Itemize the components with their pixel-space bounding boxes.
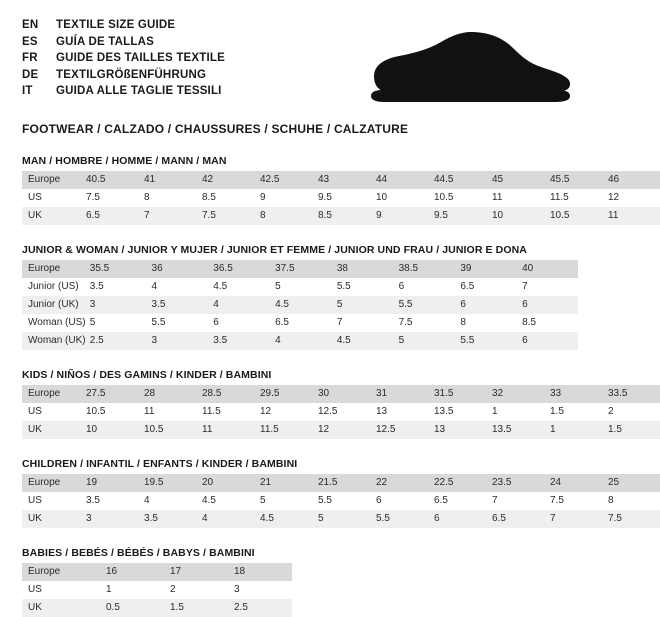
size-cell: 4.5 (331, 332, 393, 350)
size-cell: 11 (144, 406, 155, 417)
size-cell: 9.5 (318, 192, 332, 203)
size-cell: 43 (312, 171, 370, 189)
row-label: Junior (UK) (22, 296, 84, 314)
row-label: Europe (22, 385, 80, 403)
language-code: IT (22, 85, 33, 97)
row-label: US (28, 584, 42, 595)
language-row (22, 84, 225, 100)
size-cell: 21 (254, 474, 312, 492)
size-cell: 4 (269, 332, 331, 350)
size-cell: 5.5 (393, 296, 455, 314)
size-cell: 12 (312, 421, 370, 439)
language-row (22, 18, 225, 34)
size-group (22, 547, 578, 617)
size-cell: 1 (544, 421, 602, 439)
size-cell: 9 (260, 192, 266, 203)
size-cell: 6 (516, 332, 578, 350)
size-cell: 46 (602, 171, 660, 189)
size-cell: 10.5 (544, 207, 602, 225)
size-cell: 44.5 (428, 171, 486, 189)
size-cell: 7.5 (196, 207, 254, 225)
size-cell: 12 (608, 192, 620, 203)
size-cell: 7.5 (86, 192, 100, 203)
size-cell: 38 (331, 260, 393, 278)
table-row (22, 296, 578, 314)
size-cell: 45.5 (544, 171, 602, 189)
size-cell: 3.5 (138, 510, 196, 528)
size-cell: 9 (370, 207, 428, 225)
size-cell: 5 (275, 281, 281, 292)
size-table (22, 563, 292, 617)
size-cell: 11 (602, 207, 660, 225)
size-group-heading: CHILDREN / INFANTIL / ENFANTS / KINDER / BAMBINI (22, 458, 298, 470)
size-cell: 6 (454, 296, 516, 314)
size-cell: 36.5 (207, 260, 269, 278)
size-cell: 5.5 (151, 317, 166, 328)
size-cell: 13.5 (486, 421, 544, 439)
row-label: Europe (22, 260, 84, 278)
row-label: Junior (US) (28, 281, 79, 292)
size-cell: 42 (196, 171, 254, 189)
size-cell: 4 (196, 510, 254, 528)
size-cell: 2 (170, 584, 176, 595)
table-row (22, 581, 292, 599)
size-cell: 28.5 (196, 385, 254, 403)
size-cell: 5 (331, 296, 393, 314)
size-group-heading: BABIES / BEBÉS / BÉBÉS / BABYS / BAMBINI (22, 547, 255, 559)
language-title: GUIDE DES TAILLES TEXTILE (56, 52, 225, 64)
size-cell: 4.5 (254, 510, 312, 528)
table-row (22, 599, 292, 617)
size-cell: 8 (608, 495, 614, 506)
language-code: EN (22, 19, 39, 31)
size-cell: 31.5 (428, 385, 486, 403)
size-cell: 7.5 (602, 510, 660, 528)
size-cell: 4 (151, 281, 158, 292)
size-cell: 5.5 (318, 495, 332, 506)
table-row (22, 492, 660, 510)
size-cell: 6 (213, 317, 219, 328)
size-cell: 42.5 (254, 171, 312, 189)
size-cell: 6 (516, 296, 578, 314)
size-cell: 8.5 (522, 317, 537, 328)
size-cell: 4 (207, 296, 269, 314)
size-table (22, 260, 578, 350)
size-cell: 7 (492, 495, 498, 506)
size-cell: 19.5 (138, 474, 196, 492)
language-row (22, 68, 225, 84)
size-table (22, 171, 660, 225)
size-cell: 3.5 (146, 296, 208, 314)
size-group-heading: MAN / HOMBRE / HOMME / MANN / MAN (22, 155, 227, 167)
table-row (22, 189, 660, 207)
size-group (22, 244, 578, 350)
table-row (22, 260, 578, 278)
size-cell: 35.5 (84, 260, 146, 278)
footwear-section-title: FOOTWEAR / CALZADO / CHAUSSURES / SCHUHE / CALZATURE (22, 122, 409, 136)
row-label: Europe (22, 563, 100, 581)
size-cell: 3.5 (86, 495, 100, 506)
size-cell: 2.5 (228, 599, 292, 617)
row-label: US (28, 406, 42, 417)
size-tables (22, 155, 628, 617)
size-cell: 11 (196, 421, 254, 439)
size-group-heading: JUNIOR & WOMAN / JUNIOR Y MUJER / JUNIOR ET FEMME / JUNIOR UND FRAU / JUNIOR E DONA (22, 244, 527, 256)
size-cell: 5.5 (336, 281, 351, 292)
row-label: US (28, 495, 42, 506)
size-cell: 33.5 (602, 385, 660, 403)
size-cell: 6.5 (460, 281, 475, 292)
language-code: DE (22, 68, 39, 81)
size-table (22, 385, 660, 439)
size-cell: 22.5 (428, 474, 486, 492)
dress-shoe-icon (357, 30, 572, 108)
size-cell: 19 (80, 474, 138, 492)
size-cell: 11.5 (550, 192, 569, 203)
size-cell: 0.5 (100, 599, 164, 617)
table-row (22, 403, 660, 421)
size-cell: 10.5 (138, 421, 196, 439)
size-cell: 3.5 (207, 332, 269, 350)
language-code: FR (22, 52, 38, 64)
row-label: UK (22, 421, 80, 439)
size-cell: 7 (138, 207, 196, 225)
size-cell: 10 (80, 421, 138, 439)
size-cell: 13 (428, 421, 486, 439)
size-cell: 23.5 (486, 474, 544, 492)
table-row (22, 278, 578, 296)
language-title: GUIDA ALLE TAGLIE TESSILI (56, 85, 222, 97)
table-row (22, 332, 578, 350)
size-cell: 30 (312, 385, 370, 403)
size-cell: 11 (492, 192, 503, 203)
size-cell: 3 (80, 510, 138, 528)
row-label: UK (22, 510, 80, 528)
size-cell: 1 (492, 406, 498, 417)
size-cell: 1.5 (550, 406, 564, 417)
size-cell: 12.5 (370, 421, 428, 439)
table-row (22, 563, 292, 581)
language-titles (22, 18, 225, 100)
language-title: TEXTILE SIZE GUIDE (56, 19, 176, 31)
size-cell: 8 (460, 317, 466, 328)
size-cell: 8.5 (312, 207, 370, 225)
size-cell: 44 (370, 171, 428, 189)
size-cell: 20 (196, 474, 254, 492)
size-group (22, 458, 622, 528)
size-cell: 38.5 (393, 260, 455, 278)
size-cell: 1.5 (164, 599, 228, 617)
size-cell: 11.5 (202, 406, 221, 417)
size-cell: 6 (428, 510, 486, 528)
size-group-heading: KIDS / NIÑOS / DES GAMINS / KINDER / BAMBINI (22, 369, 272, 381)
size-cell: 45 (486, 171, 544, 189)
size-cell: 3 (146, 332, 208, 350)
size-cell: 13 (376, 406, 388, 417)
row-label: UK (22, 207, 80, 225)
size-cell: 5.5 (454, 332, 516, 350)
size-cell: 5 (312, 510, 370, 528)
size-cell: 7 (522, 281, 528, 292)
size-cell: 25 (602, 474, 660, 492)
table-row (22, 207, 660, 225)
size-cell: 12.5 (318, 406, 338, 417)
size-group (22, 155, 620, 225)
size-cell: 9.5 (428, 207, 486, 225)
size-cell: 7 (544, 510, 602, 528)
size-cell: 6 (398, 281, 405, 292)
size-cell: 22 (370, 474, 428, 492)
size-cell: 10.5 (434, 192, 454, 203)
language-title: TEXTILGRÖßENFÜHRUNG (56, 68, 207, 81)
table-row (22, 171, 660, 189)
row-label: Europe (22, 171, 80, 189)
size-cell: 7 (336, 317, 343, 328)
size-cell: 40.5 (80, 171, 138, 189)
size-cell: 4.5 (213, 281, 228, 292)
size-cell: 3.5 (89, 281, 104, 292)
language-title: GUÍA DE TALLAS (56, 35, 154, 48)
table-row (22, 421, 660, 439)
size-cell: 27.5 (80, 385, 138, 403)
table-row (22, 385, 660, 403)
row-label: Woman (US) (28, 317, 86, 328)
size-cell: 17 (164, 563, 228, 581)
language-row (22, 35, 225, 51)
row-label: Europe (22, 474, 80, 492)
size-group (22, 369, 628, 439)
size-cell: 29.5 (254, 385, 312, 403)
language-code: ES (22, 35, 38, 48)
size-cell: 16 (100, 563, 164, 581)
size-cell: 6.5 (486, 510, 544, 528)
size-cell: 5 (393, 332, 455, 350)
size-cell: 18 (228, 563, 292, 581)
size-cell: 1.5 (602, 421, 660, 439)
table-row (22, 510, 660, 528)
size-cell: 10.5 (86, 406, 106, 417)
size-cell: 40 (516, 260, 578, 278)
size-cell: 5.5 (370, 510, 428, 528)
size-cell: 2.5 (84, 332, 146, 350)
size-cell: 31 (370, 385, 428, 403)
size-cell: 2 (608, 406, 614, 417)
size-cell: 8 (254, 207, 312, 225)
size-cell: 6.5 (434, 495, 448, 506)
language-row (22, 51, 225, 67)
size-cell: 6.5 (275, 317, 289, 328)
size-cell: 7.5 (398, 317, 413, 328)
size-cell: 5 (260, 495, 266, 506)
size-cell: 41 (138, 171, 196, 189)
size-cell: 10 (486, 207, 544, 225)
size-cell: 10 (376, 192, 388, 203)
table-row (22, 474, 660, 492)
size-cell: 6 (376, 495, 382, 506)
size-cell: 4.5 (202, 495, 216, 506)
size-cell: 12 (260, 406, 272, 417)
size-cell: 24 (544, 474, 602, 492)
size-table (22, 474, 660, 528)
size-cell: 6.5 (80, 207, 138, 225)
size-cell: 39 (454, 260, 516, 278)
table-row (22, 314, 578, 332)
size-cell: 4 (144, 495, 150, 506)
size-cell: 33 (544, 385, 602, 403)
size-cell: 36 (146, 260, 208, 278)
size-cell: 13.5 (434, 406, 454, 417)
size-cell: 3 (84, 296, 146, 314)
row-label: Woman (UK) (22, 332, 84, 350)
size-cell: 37.5 (269, 260, 331, 278)
size-cell: 4.5 (269, 296, 331, 314)
size-cell: 8 (144, 192, 150, 203)
size-cell: 3 (234, 584, 240, 595)
size-cell: 28 (138, 385, 196, 403)
size-cell: 32 (486, 385, 544, 403)
size-cell: 5 (89, 317, 96, 328)
row-label: UK (22, 599, 100, 617)
header (22, 18, 578, 108)
size-cell: 21.5 (312, 474, 370, 492)
size-cell: 1 (106, 584, 112, 595)
size-cell: 7.5 (550, 495, 564, 506)
size-cell: 8.5 (202, 192, 216, 203)
size-cell: 11.5 (254, 421, 312, 439)
row-label: US (28, 192, 42, 203)
